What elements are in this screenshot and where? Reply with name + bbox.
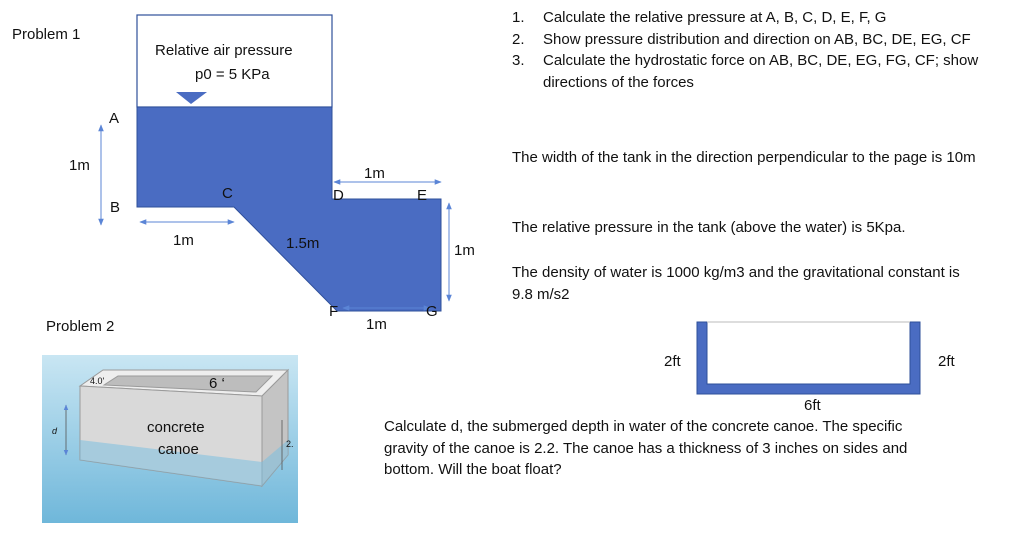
dim-eg-label: 1m bbox=[454, 242, 475, 259]
tank-width-note: The width of the tank in the direction perpendicular to the page is 10m bbox=[512, 149, 976, 166]
tank-air-outline bbox=[137, 15, 332, 107]
tank-water bbox=[137, 107, 441, 311]
section-bottom-width-label: 6ft bbox=[804, 397, 821, 414]
tank-pressure-note: The relative pressure in the tank (above the water) is 5Kpa. bbox=[512, 219, 906, 236]
problem2-title: Problem 2 bbox=[46, 318, 115, 335]
question-3 bbox=[512, 50, 1012, 93]
free-surface-marker bbox=[176, 92, 207, 104]
canoe-section-wall bbox=[697, 322, 920, 394]
question-2-text: Show pressure distribution and direction on AB, BC, DE, EG, CF bbox=[543, 30, 971, 48]
point-c-label: C bbox=[222, 185, 233, 202]
question-3-text: Calculate the hydrostatic force on AB, BC, DE, EG, FG, CF; show directions of the forces bbox=[543, 52, 979, 91]
question-2-number: 2. bbox=[512, 30, 525, 48]
canoe-height-label: 2. bbox=[286, 439, 294, 449]
canoe-name-line1: concrete bbox=[147, 419, 205, 436]
question-3-number: 3. bbox=[512, 52, 525, 69]
canoe-cross-section bbox=[697, 322, 920, 394]
problem1-title: Problem 1 bbox=[12, 26, 81, 43]
dim-bc-label: 1m bbox=[173, 232, 194, 249]
point-a-label: A bbox=[109, 110, 120, 127]
canoe-width-label: 4.0' bbox=[90, 376, 105, 386]
canoe-name-line2: canoe bbox=[158, 441, 199, 458]
air-pressure-label-line2: p0 = 5 KPa bbox=[195, 66, 270, 83]
point-e-label: E bbox=[417, 187, 428, 204]
density-note: The density of water is 1000 kg/m3 and the gravitational constant is 9.8 m/s2 bbox=[512, 264, 960, 303]
question-1-text: Calculate the relative pressure at A, B, C, D, E, F, G bbox=[543, 9, 887, 26]
point-b-label: B bbox=[110, 199, 121, 216]
air-pressure-label-line1: Relative air pressure bbox=[155, 42, 293, 59]
dim-fg-label: 1m bbox=[366, 316, 387, 333]
point-g-label: G bbox=[426, 303, 438, 320]
dim-ab-label: 1m bbox=[69, 157, 90, 174]
point-f-label: F bbox=[329, 303, 339, 320]
problem1-questions bbox=[512, 7, 1012, 93]
question-1 bbox=[512, 7, 1012, 29]
question-1-number: 1. bbox=[512, 9, 525, 26]
dim-cf-label: 1.5m bbox=[286, 235, 320, 252]
dim-de-label: 1m bbox=[364, 165, 385, 182]
problem2-question: Calculate d, the submerged depth in water of the concrete canoe. The specific gravity of the canoe is 2.2. The canoe has a thickness of 3 inches on sides and bottom. Will the boat float? bbox=[384, 418, 908, 478]
canoe-depth-label: d bbox=[52, 426, 58, 436]
question-2 bbox=[512, 29, 1012, 51]
canoe-length-label: 6 ‘ bbox=[209, 375, 225, 392]
section-left-height-label: 2ft bbox=[664, 353, 681, 370]
point-d-label: D bbox=[333, 187, 344, 204]
canoe-illustration bbox=[42, 355, 298, 523]
section-right-height-label: 2ft bbox=[938, 353, 955, 370]
